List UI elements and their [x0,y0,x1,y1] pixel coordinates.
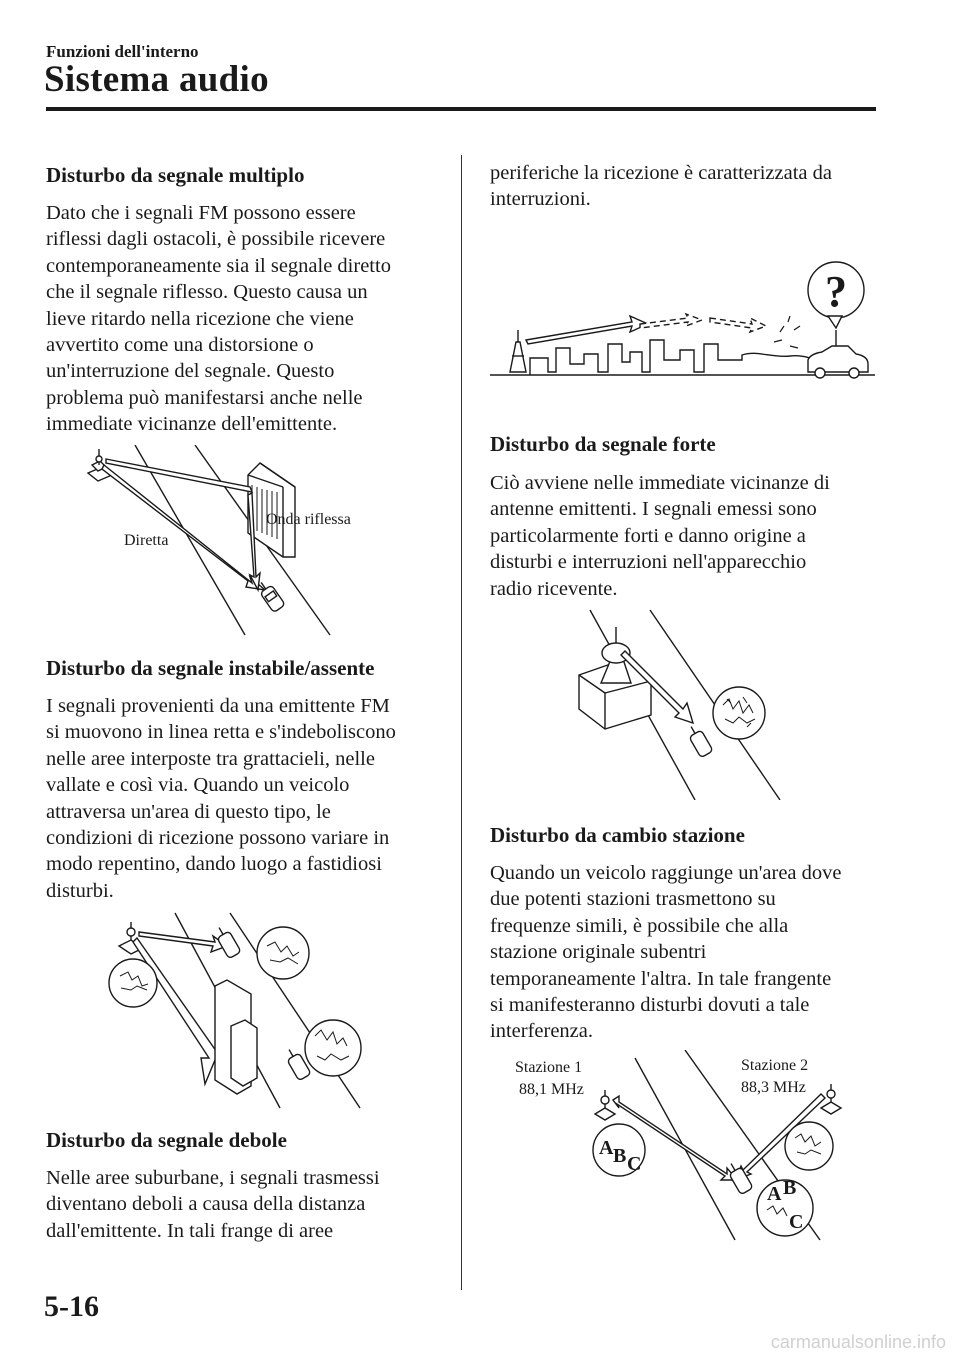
noise-bubble [109,959,157,1007]
mixed-letter-b: B [783,1177,797,1199]
text-line: disturbi. [46,879,114,902]
text-line: un'interruzione del segnale. Questo [46,360,335,383]
text-line: periferiche la ricezione è caratterizzata da [490,162,832,184]
text-line: Quando un veicolo raggiunge un'area dove [490,862,842,884]
text-line: avvertito come una distorsione o [46,334,314,357]
text-line: contemporaneamente sia il segnale diretto [46,254,391,277]
text-line: vallate e così via. Quando un veicolo [46,774,350,797]
paragraph-unstable [46,693,396,904]
car-icon [685,723,713,758]
heading-unstable: Disturbo da segnale instabile/assente [46,656,375,680]
text-line: che il segnale riflesso. Questo causa un [46,281,368,304]
station1-frequency: 88,1 MHz [519,1081,584,1098]
text-line: Dato che i segnali FM possono essere [46,202,356,224]
heading-multipath: Disturbo da segnale multiplo [46,163,305,187]
strong-signal-illustration [575,605,790,800]
text-line: antenne emittenti. I segnali emessi sono [490,498,817,521]
text-line: stazione originale subentri [490,941,707,964]
column-divider [461,155,462,1290]
text-line: Nelle aree suburbane, i segnali trasmessi [46,1167,380,1189]
station1-label: Stazione 1 [515,1059,583,1076]
text-line: condizioni di ricezione possono variare in [46,827,390,850]
noise-bubble [257,927,309,979]
section-label: Funzioni dell'interno [46,42,199,61]
abc-letter-c: C [627,1153,642,1175]
text-line: nelle aree interposte tra grattacieli, nelle [46,747,375,770]
heading-weak: Disturbo da segnale debole [46,1128,287,1152]
text-line: I segnali provenienti da una emittente FM [46,695,390,717]
abc-letter-b: B [613,1145,627,1167]
label-reflected: Onda riflessa [266,511,351,528]
watermark: carmanualsonline.info [770,1332,946,1352]
signal-sparks [774,316,800,348]
weak-signal-arrows [640,314,766,332]
heading-station-change: Disturbo da cambio stazione [490,823,745,847]
text-line: diventano deboli a causa della distanza [46,1193,366,1216]
text-line: si manifesteranno disturbi dovuti a tale [490,994,810,1017]
text-line: immediate vicinanze dell'emittente. [46,413,338,436]
text-line: Ciò avviene nelle immediate vicinanze di [490,472,830,494]
multipath-illustration [80,445,380,640]
signal-arrow [526,316,648,344]
antenna-tower [510,342,526,372]
noise-bubble [305,1020,361,1076]
mixed-letter-a: A [767,1183,782,1205]
text-line: attraversa un'area di questo tipo, le [46,800,331,823]
text-line: disturbi e interruzioni nell'apparecchio [490,551,807,574]
header-divider [46,107,876,111]
text-line: due potenti stazioni trasmettono su [490,888,776,911]
text-line: riflessi dagli ostacoli, è possibile ricevere [46,228,386,251]
page-title: Sistema audio [44,59,269,100]
text-line: interruzioni. [490,188,591,211]
paragraph-multipath [46,200,391,438]
car-icon [255,578,285,612]
city-skyline [530,340,828,375]
blocked-signal-arrow [133,938,221,1084]
text-line: radio ricevente. [490,577,618,600]
station-change-illustration [515,1050,855,1245]
heading-strong: Disturbo da segnale forte [490,432,716,456]
text-line: dall'emittente. In tali frange di aree [46,1219,334,1242]
noise-bubble [713,687,765,739]
question-mark-icon: ? [825,267,847,316]
text-line: lieve ritardo nella ricezione che viene [46,307,354,330]
mixed-letter-c: C [789,1211,804,1233]
text-line: frequenze simili, è possibile che alla [490,914,789,937]
text-line: problema può manifestarsi anche nelle [46,386,363,409]
noise-bubble [785,1122,833,1170]
car-icon [808,346,868,372]
paragraph-strong [490,470,830,602]
text-line: modo repentino, dando luogo a fastidiosi [46,853,382,876]
paragraph-weak [46,1165,380,1244]
station2-label: Stazione 2 [741,1057,809,1074]
paragraph-weak-continued [490,160,832,213]
text-line: si muovono in linea retta e s'indeboliscono [46,721,396,744]
label-direct: Diretta [124,532,169,549]
text-line: temporaneamente l'altra. In tale frangente [490,967,832,990]
text-line: interferenza. [490,1020,593,1043]
page-number: 5-16 [44,1290,99,1323]
weak-signal-illustration [490,260,875,382]
station2-tower [821,1102,841,1114]
signal-arrow [139,932,227,952]
paragraph-station-change [490,860,842,1045]
text-line: particolarmente forti e danno origine a [490,524,806,547]
unstable-signal-illustration [105,908,370,1113]
direct-signal-arrow [102,465,265,590]
station1-tower [595,1108,615,1120]
abc-letter-a: A [599,1137,614,1159]
station2-frequency: 88,3 MHz [741,1079,806,1096]
